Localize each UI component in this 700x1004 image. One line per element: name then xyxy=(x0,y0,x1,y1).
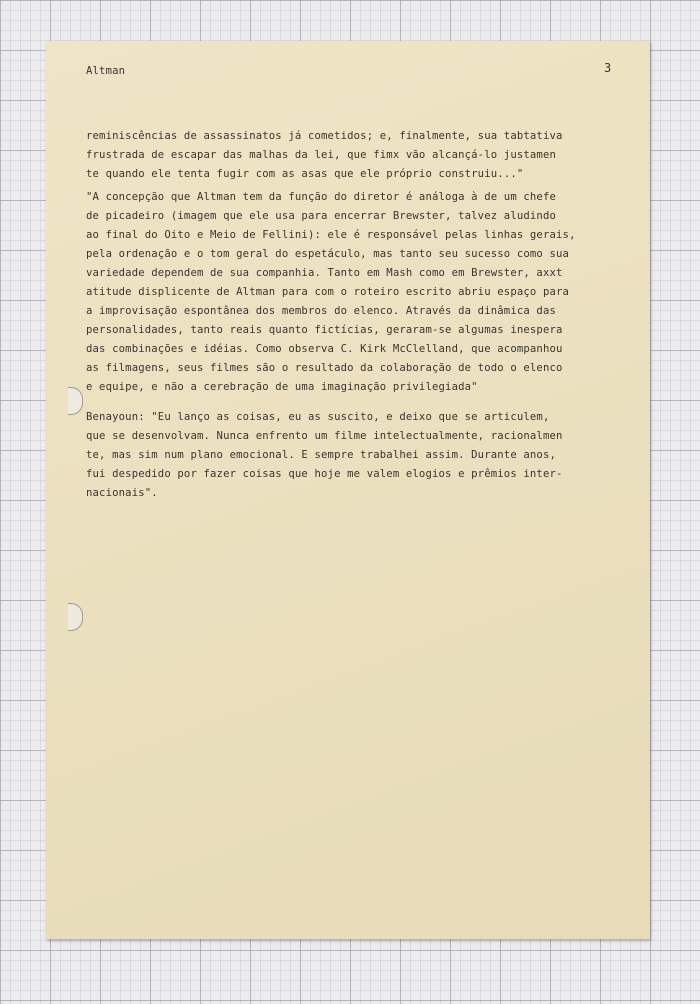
page-number: 3 xyxy=(604,61,612,75)
running-header: Altman xyxy=(86,65,126,77)
text-line: de picadeiro (imagem que ele usa para encerrar Brewster, talvez aludindo xyxy=(86,210,557,222)
text-line: variedade dependem de sua companhia. Tanto em Mash como em Brewster, axxt xyxy=(86,267,563,279)
text-line: te, mas sim num plano emocional. E sempre trabalhei assim. Durante anos, xyxy=(86,449,557,461)
text-line: frustrada de escapar das malhas da lei, que fimx vão alcançá-lo justamen xyxy=(86,149,557,161)
text-line: atitude displicente de Altman para com o roteiro escrito abriu espaço para xyxy=(86,286,570,298)
text-line: e equipe, e não a cerebração de uma imaginação privilegiada" xyxy=(86,381,478,393)
text-line: que se desenvolvam. Nunca enfrento um filme intelectualmente, racionalmen xyxy=(86,430,563,442)
text-line: nacionais". xyxy=(86,487,158,499)
body-text xyxy=(86,127,576,503)
text-line: pela ordenação e o tom geral do espetáculo, mas tanto seu sucesso como sua xyxy=(86,248,570,260)
text-line: Benayoun: "Eu lanço as coisas, eu as suscito, e deixo que se articulem, xyxy=(86,411,550,423)
text-line: te quando ele tenta fugir com as asas que ele próprio construiu..." xyxy=(86,168,524,180)
text-line: fui despedido por fazer coisas que hoje me valem elogios e prêmios inter- xyxy=(86,468,563,480)
punch-hole xyxy=(68,603,83,631)
text-line: das combinações e idéias. Como observa C. Kirk McClelland, que acompanhou xyxy=(86,343,563,355)
text-line: ao final do Oito e Meio de Fellini): ele é responsável pelas linhas gerais, xyxy=(86,229,576,241)
punch-hole xyxy=(68,387,83,415)
text-line: as filmagens, seus filmes são o resultado da colaboração de todo o elenco xyxy=(86,362,563,374)
text-line: "A concepção que Altman tem da função do diretor é análoga à de um chefe xyxy=(86,191,557,203)
typewritten-page xyxy=(46,41,650,939)
text-line: a improvisação espontânea dos membros do elenco. Através da dinâmica das xyxy=(86,305,557,317)
text-line: reminiscências de assassinatos já cometidos; e, finalmente, sua tabtativa xyxy=(86,130,563,142)
text-line: personalidades, tanto reais quanto fictícias, geraram-se algumas inespera xyxy=(86,324,563,336)
